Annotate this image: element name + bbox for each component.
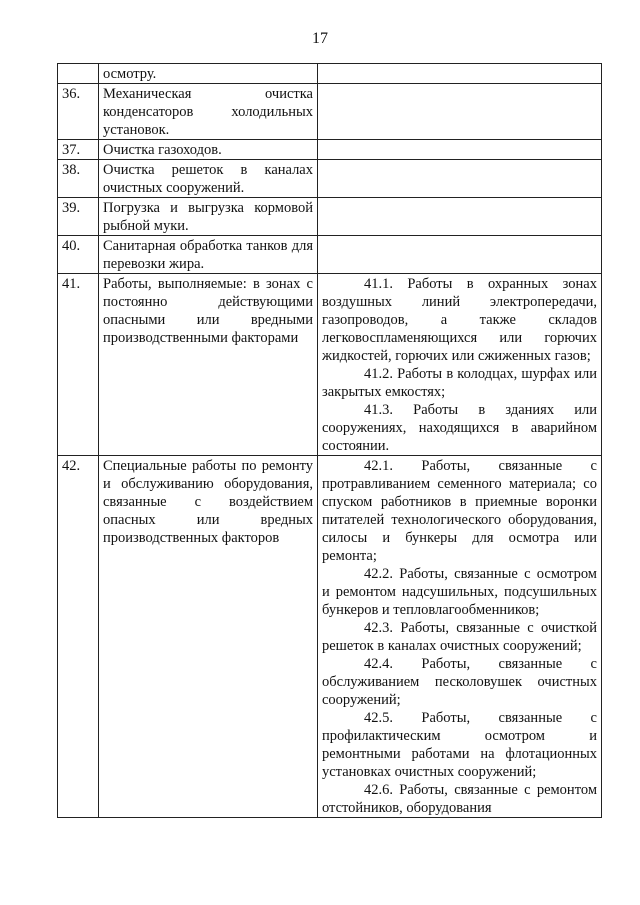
detail-item: 42.3. Работы, связанные с очисткой решеток в каналах очистных сооружений;: [322, 620, 597, 654]
detail-item: 42.6. Работы, связанные с ремонтом отстойников, оборудования: [322, 782, 597, 816]
work-name: Специальные работы по ремонту и обслуживанию оборудования, связанные с воздействием опасных или вредных производственных факторов: [99, 456, 318, 818]
work-details: [318, 456, 602, 818]
table-row: [58, 140, 602, 160]
detail-item: 41.3. Работы в зданиях или сооружениях, находящихся в аварийном состоянии.: [322, 402, 597, 454]
page-number: 17: [312, 30, 328, 47]
detail-item: 41.2. Работы в колодцах, шурфах или закрытых емкостях;: [322, 366, 597, 400]
row-number: 38.: [58, 160, 99, 198]
row-number: [58, 64, 99, 84]
table-row: [58, 274, 602, 456]
table-row: [58, 236, 602, 274]
work-details: [318, 140, 602, 160]
detail-item: 41.1. Работы в охранных зонах воздушных линий электропередачи, газопроводов, а также складов легковоспламеняющихся или горючих жидкостей, горючих или сжиженных газов;: [322, 276, 597, 364]
table-row: [58, 84, 602, 140]
work-details: [318, 274, 602, 456]
work-name: Механическая очистка конденсаторов холодильных установок.: [99, 84, 318, 140]
row-number: 37.: [58, 140, 99, 160]
row-number: 36.: [58, 84, 99, 140]
work-details: [318, 160, 602, 198]
table-row: [58, 160, 602, 198]
detail-item: 42.1. Работы, связанные с протравливанием семенного материала; со спуском работников в приемные воронки питателей технологического оборудования, силосы и бункеры для осмотра или ремонта;: [322, 458, 597, 564]
work-details: [318, 236, 602, 274]
row-number: 40.: [58, 236, 99, 274]
table-row: [58, 456, 602, 818]
work-name: Санитарная обработка танков для перевозки жира.: [99, 236, 318, 274]
table-row: [58, 198, 602, 236]
row-number: 42.: [58, 456, 99, 818]
work-details: [318, 198, 602, 236]
work-name: Очистка газоходов.: [99, 140, 318, 160]
work-details: [318, 84, 602, 140]
table-row: [58, 64, 602, 84]
work-name: осмотру.: [99, 64, 318, 84]
detail-item: 42.4. Работы, связанные с обслуживанием песколовушек очистных сооружений;: [322, 656, 597, 708]
detail-item: 42.2. Работы, связанные с осмотром и ремонтом надсушильных, подсушильных бункеров и тепловлагообменников;: [322, 566, 597, 618]
row-number: 41.: [58, 274, 99, 456]
work-details: [318, 64, 602, 84]
work-name: Работы, выполняемые: в зонах с постоянно действующими опасными или вредными производственными факторами: [99, 274, 318, 456]
work-name: Очистка решеток в каналах очистных сооружений.: [99, 160, 318, 198]
detail-item: 42.5. Работы, связанные с профилактическим осмотром и ремонтными работами на флотационных установках очистных сооружений;: [322, 710, 597, 780]
work-name: Погрузка и выгрузка кормовой рыбной муки.: [99, 198, 318, 236]
work-types-table: [57, 63, 602, 818]
row-number: 39.: [58, 198, 99, 236]
